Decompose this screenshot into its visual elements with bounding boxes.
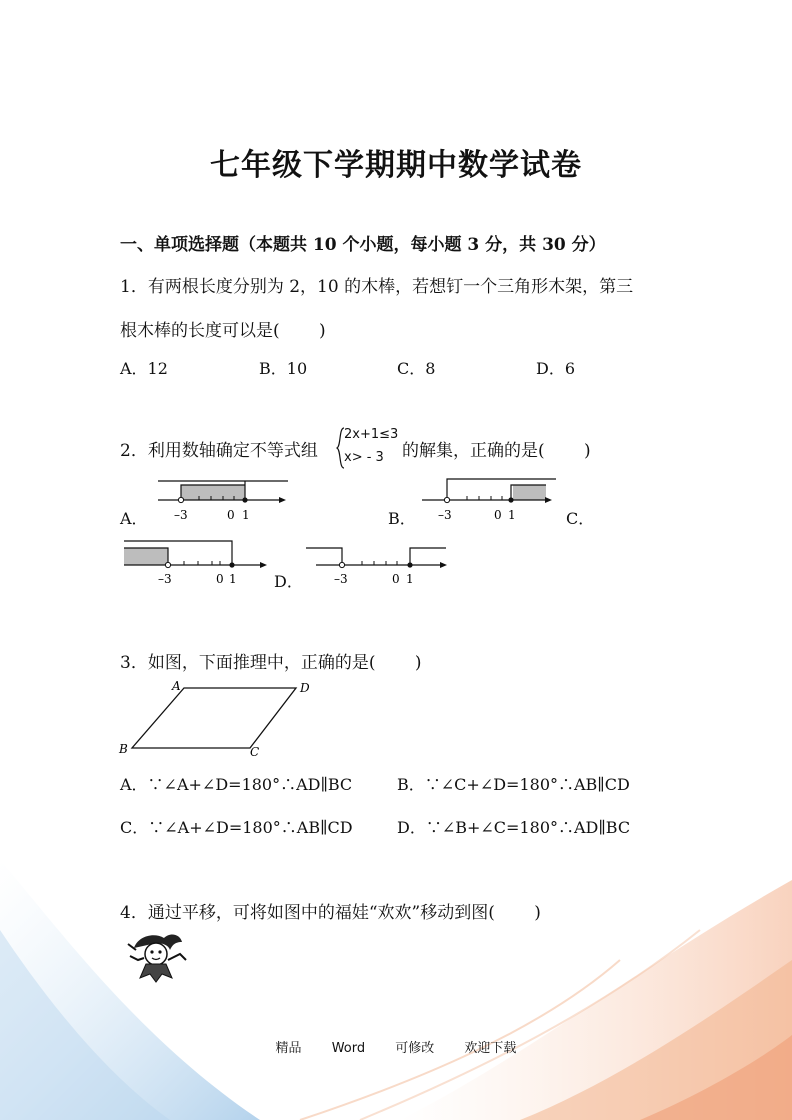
q3-option-b[interactable]: B．∵∠C+∠D=180°∴AB∥CD — [397, 775, 630, 794]
q1-option-b[interactable]: B．10 — [259, 359, 308, 378]
parallelogram-figure — [116, 676, 316, 760]
vertex-label: D — [300, 681, 310, 695]
tick-label: 1 — [508, 508, 516, 522]
mascot-huanhuan-image — [124, 930, 190, 984]
q2-stem-prefix: 2．利用数轴确定不等式组 — [120, 441, 318, 461]
number-line-b — [418, 478, 560, 526]
q3-stem: 3．如图，下面推理中，正确的是( ) — [120, 653, 422, 673]
q2-option-a[interactable]: A． — [120, 509, 148, 528]
parallelogram-shape — [132, 688, 296, 748]
shaded-region — [181, 485, 245, 500]
q2-option-b[interactable]: B． — [388, 509, 416, 528]
vertex-label: A — [172, 679, 181, 693]
tick-label: 0 — [227, 508, 235, 522]
footer-item: 欢迎下载 — [464, 1041, 517, 1056]
q2-option-c[interactable]: C． — [566, 509, 595, 528]
q1-stem-line2: 根木棒的长度可以是( ) — [120, 321, 326, 341]
q1-option-a[interactable]: A．12 — [120, 359, 168, 378]
inequality-system — [336, 426, 406, 470]
footer-item: 可修改 — [395, 1041, 435, 1056]
tick-label: –3 — [174, 508, 188, 522]
vertex-label: B — [119, 742, 128, 756]
tick-label: –3 — [158, 572, 172, 586]
footer-item: Word — [331, 1041, 366, 1056]
vertex-label: C — [250, 745, 260, 759]
shaded-region — [513, 485, 546, 500]
footer-item: 精品 — [275, 1041, 302, 1056]
q2-option-d[interactable]: D． — [274, 572, 303, 591]
q1-stem-line1: 1．有两根长度分别为 2，10 的木棒，若想钉一个三角形木架，第三 — [120, 277, 634, 297]
q4-stem: 4．通过平移，可将如图中的福娃“欢欢”移动到图( ) — [120, 903, 541, 923]
tick-label: 1 — [229, 572, 237, 586]
q3-option-a[interactable]: A．∵∠A+∠D=180°∴AD∥BC — [120, 775, 353, 794]
q3-option-c[interactable]: C．∵∠A+∠D=180°∴AB∥CD — [120, 818, 353, 837]
q1-option-d[interactable]: D．6 — [536, 359, 576, 378]
exam-title: 七年级下学期期中数学试卷 — [210, 148, 582, 183]
number-line-d — [304, 540, 452, 588]
tick-label: 0 — [494, 508, 502, 522]
tick-label: 0 — [216, 572, 224, 586]
number-line-a — [150, 478, 290, 526]
footer — [0, 1037, 792, 1056]
tick-label: 1 — [242, 508, 250, 522]
tick-label: 1 — [406, 572, 414, 586]
tick-label: 0 — [392, 572, 400, 586]
tick-label: –3 — [438, 508, 452, 522]
section-heading: 一、单项选择题（本题共 10 个小题，每小题 3 分，共 30 分） — [120, 235, 606, 255]
shaded-region — [124, 548, 168, 565]
q3-option-d[interactable]: D．∵∠B+∠C=180°∴AD∥BC — [397, 818, 631, 837]
tick-label: –3 — [334, 572, 348, 586]
inequality-2: x> - 3 — [344, 450, 384, 465]
q2-stem-suffix: 的解集，正确的是( ) — [402, 441, 591, 461]
number-line-c — [120, 540, 270, 588]
q1-option-c[interactable]: C．8 — [397, 359, 436, 378]
inequality-1: 2x+1≤3 — [344, 427, 399, 442]
